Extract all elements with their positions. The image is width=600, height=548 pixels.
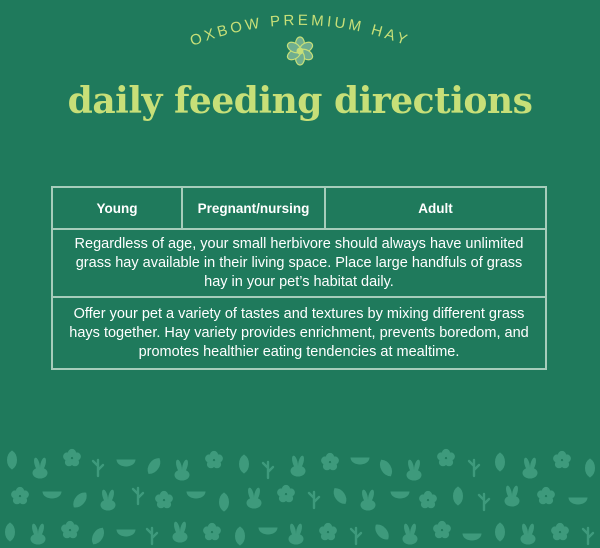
header-pregnant-nursing: Pregnant/nursing [183,188,326,228]
header-adult: Adult [418,200,453,216]
table-row: Offer your pet a variety of tastes and textures by mixing different grass hays together. Hay variety provides enrichment, prevents boredom, and promotes healthier eating tendencies at mealtime. [69,305,529,360]
leaf-bunny-pattern [0,448,600,548]
table-header-row [53,188,545,230]
brand-name: OXBOW PREMIUM HAY [187,11,413,50]
table-row: Regardless of age, your small herbivore should always have unlimited grass hay available in their living space. Place large handfuls of grass hay in your pet’s habitat daily. [53,230,545,298]
page-title: daily feeding directions [67,80,533,122]
header-young: Young [53,188,183,228]
flower-emblem-icon [282,35,318,67]
feeding-table [51,186,547,370]
